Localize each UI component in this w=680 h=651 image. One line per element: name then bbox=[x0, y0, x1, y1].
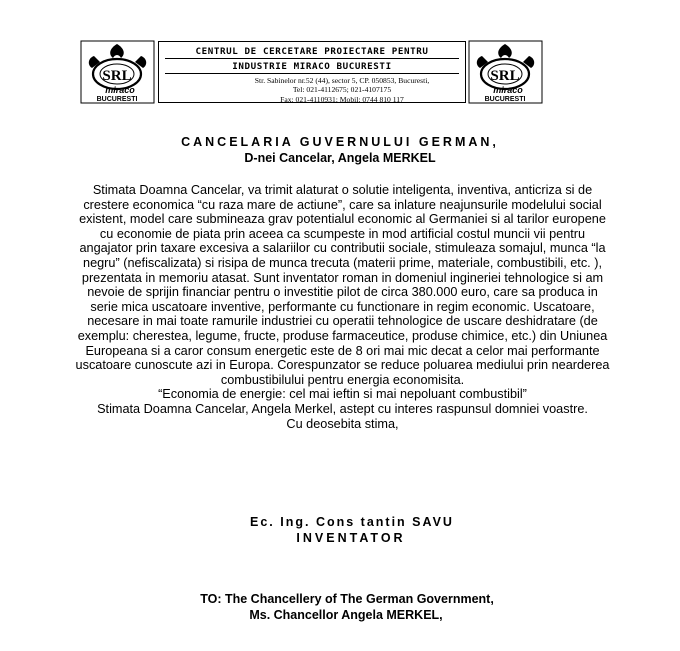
english-recipient-block bbox=[0, 592, 680, 623]
company-name-line1: CENTRUL DE CERCETARE PROIECTARE PENTRU bbox=[195, 46, 429, 57]
crown-logo-icon bbox=[468, 40, 543, 104]
svg-text:BUCURESTI: BUCURESTI bbox=[96, 96, 138, 103]
svg-text:SRL: SRL bbox=[490, 68, 520, 84]
closing-salutation: Cu deosebita stima, bbox=[286, 416, 399, 431]
company-address: Str. Sabinelor nr.52 (44), sector 5, CP. 050853, Bucuresti, bbox=[254, 76, 430, 85]
crown-logo-icon bbox=[80, 40, 155, 104]
signature-block bbox=[0, 514, 680, 546]
recipient-block bbox=[0, 134, 680, 166]
body-quote: “Economia de energie: cel mai ieftin si mai nepoluant combustibil” bbox=[158, 387, 527, 402]
svg-text:miraco: miraco bbox=[493, 85, 523, 95]
letterhead-divider bbox=[165, 73, 459, 74]
company-logo-left bbox=[80, 40, 155, 104]
body-paragraph: Stimata Doamna Cancelar, va trimit alaturat o solutie inteligenta, inventiva, anticriza si de crestere economica “cu raza mare de actiune”, care sa inlature neajunsurile modelului social existent, model care submineaza grav potentialul economic al Germaniei si al tarilor europene cu economie de piata prin aceea ca scumpeste in mod artificial costul muncii vii pentru angajator prin taxare excesiva a salariilor cu contributii sociale, stimuleaza somajul, munca “la negru” (nefiscalizata) si risipa de munca trecuta (materii prime, materiale, combustibili, etc. ), prezentata in memoriu atasat. Sunt inventator roman in domeniul ingineriei tehnologice si am nevoie de sprijin financiar pentru o investitie pilot de circa 380.000 euro, care sa produca in serie mica uscatoare inventive, performante cu functionare in regim economic. Uscatoare, necesare in mai toate ramurile industriei cu operatii tehnologice de uscare deshidratare (de exemplu: cherestea, legume, fructe, produse farmaceutice, produse chimice, etc.) din Uniunea Europeana si a caror consum energetic este de 8 ori mai mic decat a celor mai performante uscatoare cunoscute azi in Europa. Corespunzator se reduce poluarea mediului prin nearderea combustibilului pentru energia economisita. bbox=[75, 183, 610, 387]
letterhead-info-box bbox=[158, 41, 466, 103]
signatory-title: INVENTATOR bbox=[296, 531, 406, 545]
letter-body bbox=[72, 183, 613, 431]
company-fax: Fax: 021-4110931; Mobil: 0744 810 117 bbox=[280, 94, 404, 104]
svg-text:miraco: miraco bbox=[105, 85, 135, 95]
english-recipient-institution: TO: The Chancellery of The German Government, bbox=[200, 592, 494, 606]
letterhead bbox=[80, 40, 546, 104]
company-name-line2: INDUSTRIE MIRACO BUCURESTI bbox=[232, 61, 392, 72]
recipient-name: D-nei Cancelar, Angela MERKEL bbox=[244, 151, 436, 165]
svg-text:SRL: SRL bbox=[102, 68, 132, 84]
svg-text:BUCURESTI: BUCURESTI bbox=[484, 96, 526, 103]
letterhead-divider bbox=[165, 58, 459, 59]
company-phone: Tel: 021-4112675; 021-4107175 bbox=[292, 85, 392, 95]
closing-line: Stimata Doamna Cancelar, Angela Merkel, astept cu interes raspunsul domniei voastre. bbox=[97, 401, 588, 416]
recipient-institution: CANCELARIA GUVERNULUI GERMAN, bbox=[181, 135, 499, 149]
english-recipient-name: Ms. Chancellor Angela MERKEL, bbox=[249, 607, 443, 622]
company-logo-right bbox=[468, 40, 543, 104]
signatory-name: Ec. Ing. Cons tantin SAVU bbox=[250, 515, 454, 529]
